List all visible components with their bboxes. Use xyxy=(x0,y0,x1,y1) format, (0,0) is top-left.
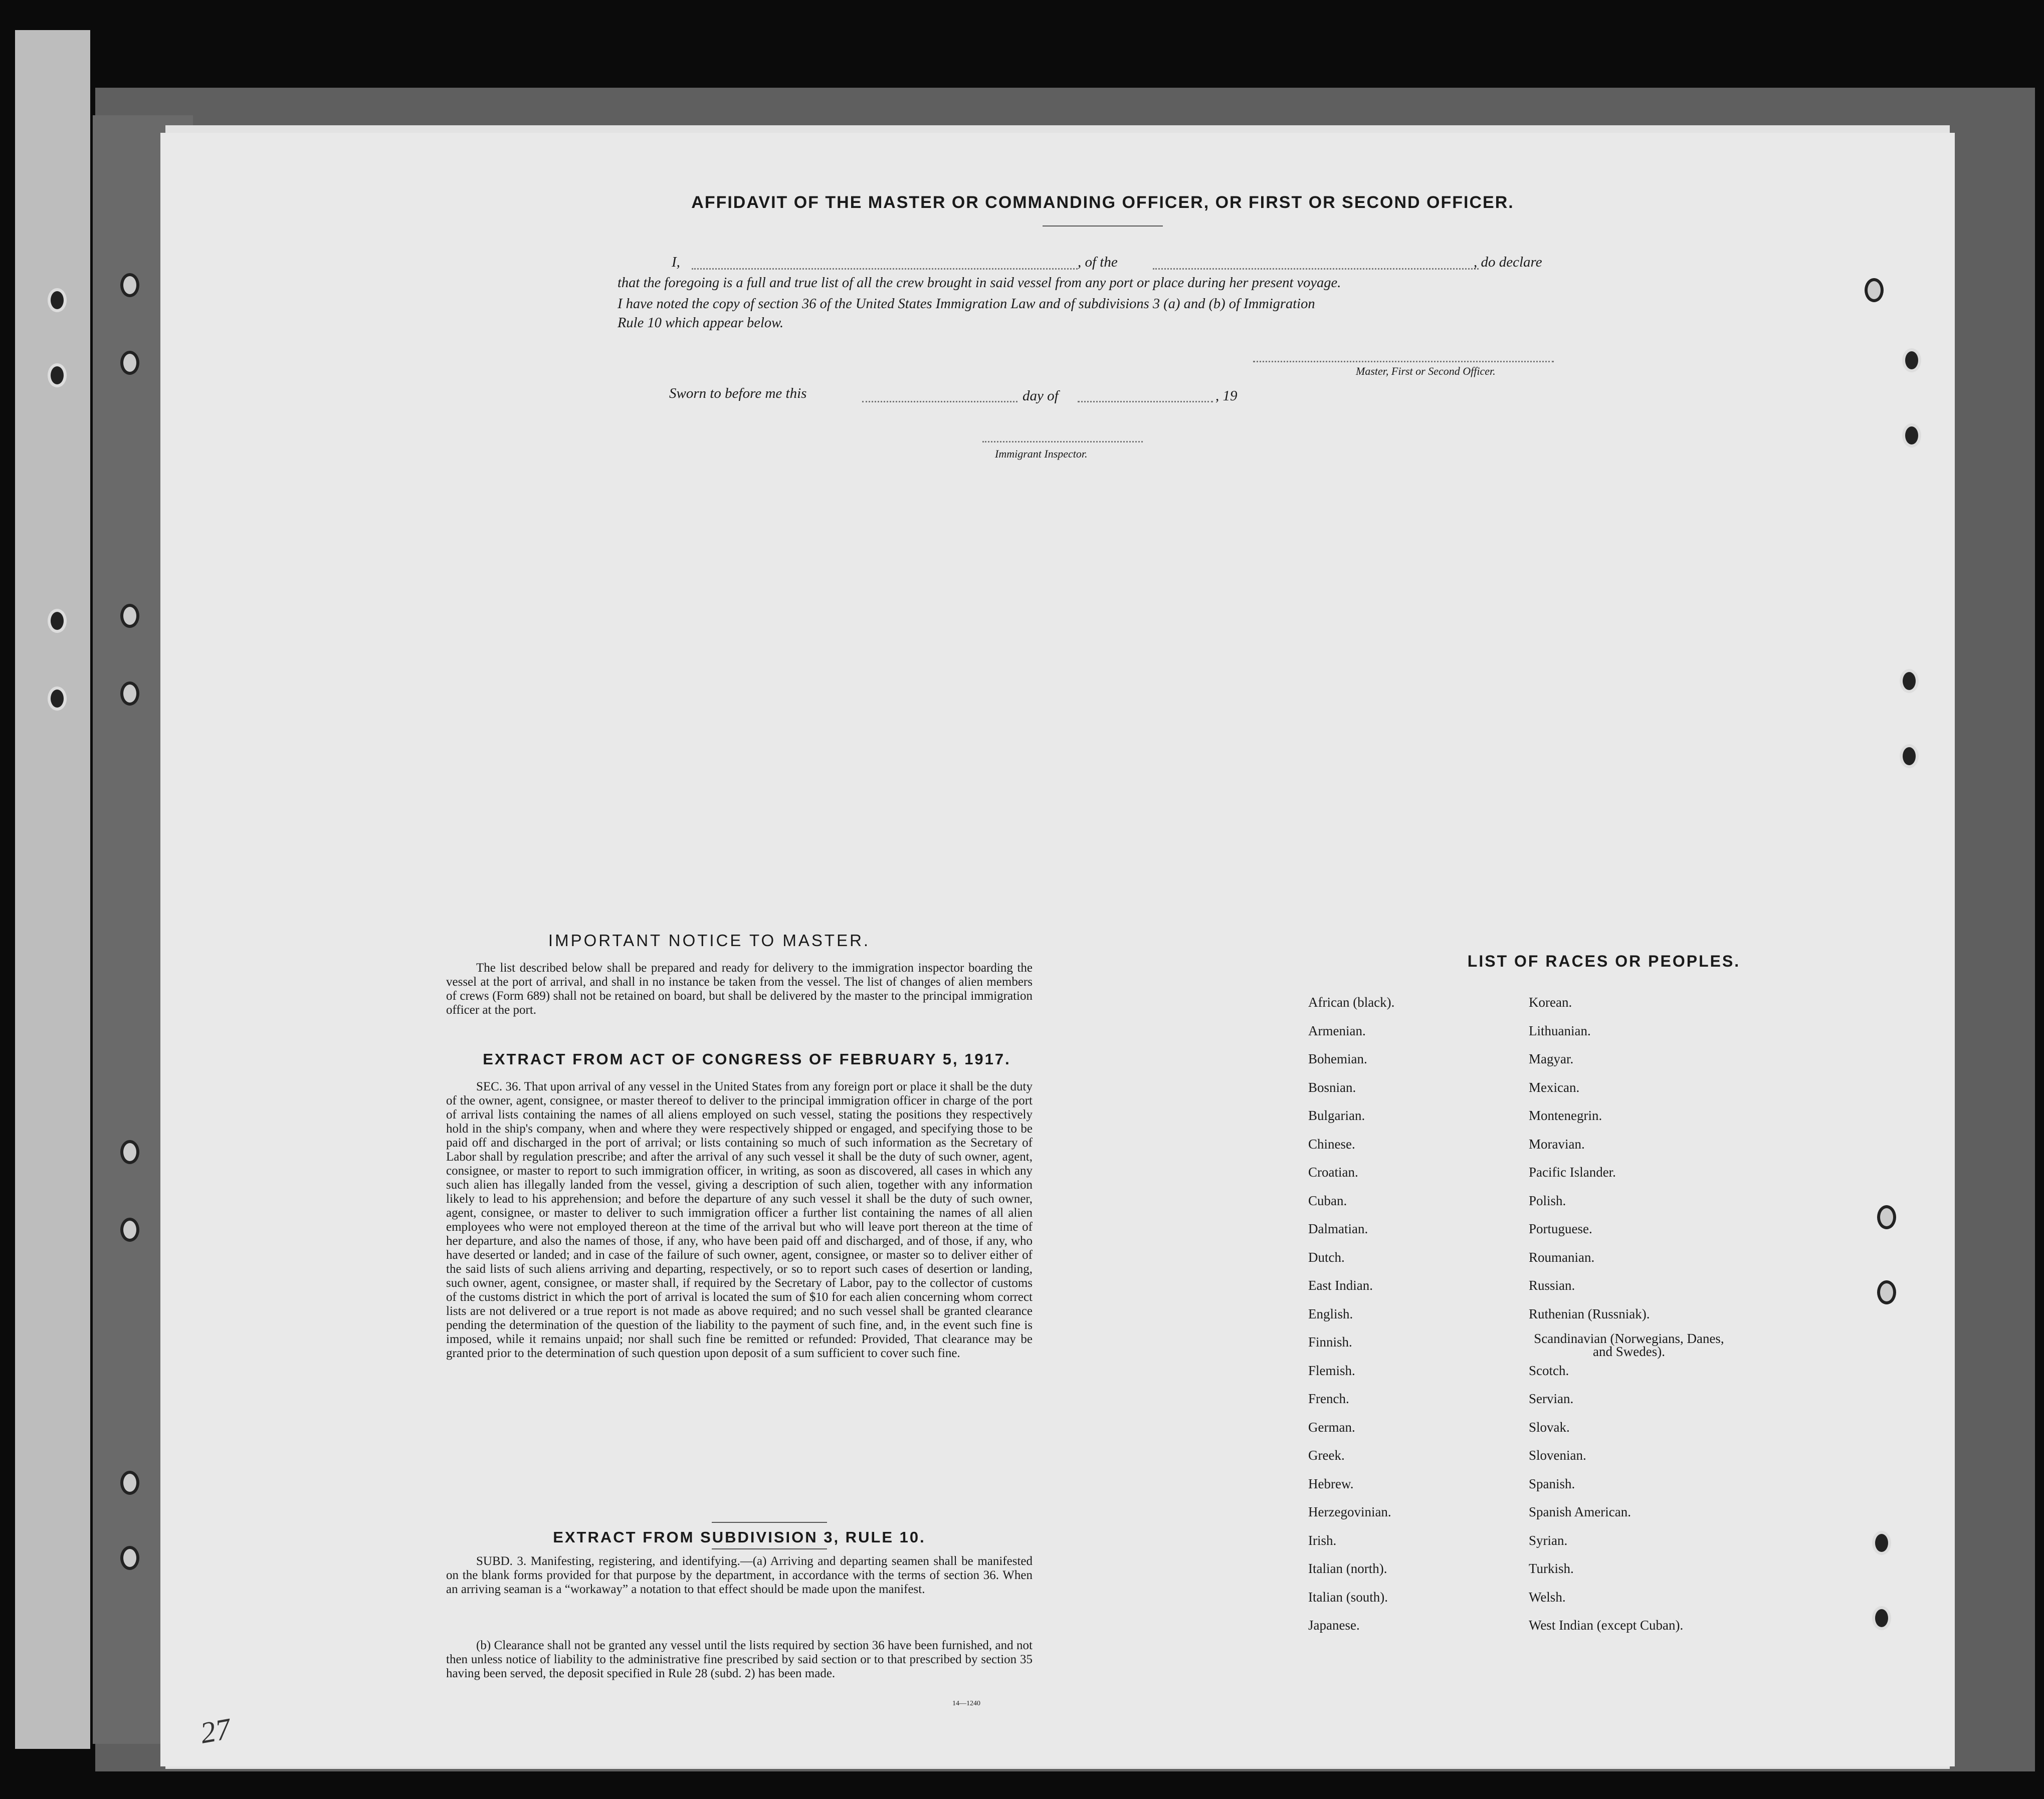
binder-hole-icon xyxy=(120,273,139,297)
race-item: Cuban. xyxy=(1308,1193,1347,1208)
race-item: Croatian. xyxy=(1308,1165,1358,1180)
race-item: Italian (north). xyxy=(1308,1561,1387,1576)
binder-hole-icon xyxy=(48,609,67,633)
vessel-blank-line xyxy=(1153,268,1479,270)
rule-extract-text-a xyxy=(446,1554,1033,1597)
race-item: Pacific Islander. xyxy=(1529,1165,1616,1180)
races-title: LIST OF RACES OR PEOPLES. xyxy=(1467,952,1741,970)
race-item: Polish. xyxy=(1529,1193,1566,1208)
affidavit-line-4: Rule 10 which appear below. xyxy=(618,315,784,331)
race-item: Greek. xyxy=(1308,1448,1345,1463)
binder-hole-icon xyxy=(120,1140,139,1164)
race-item: Spanish American. xyxy=(1529,1504,1631,1519)
race-item: Slovak. xyxy=(1529,1419,1570,1435)
binder-hole-icon xyxy=(1877,1205,1896,1229)
race-item: Finnish. xyxy=(1308,1334,1352,1350)
race-item: African (black). xyxy=(1308,995,1395,1010)
binder-hole-icon xyxy=(120,604,139,628)
race-item: Welsh. xyxy=(1529,1589,1566,1605)
race-item: Scotch. xyxy=(1529,1363,1569,1378)
race-item: Italian (south). xyxy=(1308,1589,1388,1605)
sworn-text: Sworn to before me this xyxy=(669,385,807,401)
act-divider xyxy=(712,1522,827,1523)
race-item: Japanese. xyxy=(1308,1618,1360,1633)
binder-hole-icon xyxy=(120,1471,139,1495)
race-item: Flemish. xyxy=(1308,1363,1355,1378)
races-column-2 xyxy=(1529,992,1739,1644)
race-item: Chinese. xyxy=(1308,1136,1355,1152)
signature-caption: Master, First or Second Officer. xyxy=(1356,365,1496,377)
race-item: Turkish. xyxy=(1529,1561,1574,1576)
race-item: Roumanian. xyxy=(1529,1249,1595,1265)
year-text: , 19 xyxy=(1215,388,1238,404)
race-item: Herzegovinian. xyxy=(1308,1504,1391,1519)
affidavit-i: I, xyxy=(672,254,680,270)
race-item: Lithuanian. xyxy=(1529,1023,1591,1038)
race-item: Servian. xyxy=(1529,1391,1574,1406)
affidavit-title: AFFIDAVIT OF THE MASTER OR COMMANDING OFFICER, OR FIRST OR SECOND OFFICER. xyxy=(691,193,1514,212)
race-item: Spanish. xyxy=(1529,1476,1575,1491)
race-item: West Indian (except Cuban). xyxy=(1529,1618,1684,1633)
race-item: Ruthenian (Russniak). xyxy=(1529,1306,1650,1321)
binder-hole-icon xyxy=(48,288,67,312)
rule-a-body: SUBD. 3. Manifesting, registering, and identifying.—(a) Arriving and departing seamen shall be manifested on the blank forms provided for that purpose by the department, in accordance with the terms of section 36. When an arriving seaman is a “workaway” a notation to that effect should be made upon the manifest. xyxy=(446,1554,1033,1596)
race-item: East Indian. xyxy=(1308,1278,1373,1293)
race-item: German. xyxy=(1308,1419,1355,1435)
race-item: Magyar. xyxy=(1529,1051,1574,1066)
race-item: Bosnian. xyxy=(1308,1079,1356,1095)
binder-hole-icon xyxy=(1902,348,1921,372)
notice-text xyxy=(446,961,1033,1017)
binder-hole-icon xyxy=(120,682,139,706)
binder-hole-icon xyxy=(120,351,139,375)
binder-hole-icon xyxy=(1900,669,1919,693)
binder-hole-icon xyxy=(1902,423,1921,447)
name-blank-line xyxy=(692,268,1078,270)
sworn-day-blank xyxy=(862,401,1017,402)
notice-text-body: The list described below shall be prepared and ready for delivery to the immigration inspector boarding the vessel at the port of arrival, and shall in no instance be taken from the vessel. The list of changes of alien members of crews (Form 689) shall not be retained on board, but shall be delivered by the master to the principal immigration officer at the port. xyxy=(446,961,1033,1017)
race-item: English. xyxy=(1308,1306,1353,1321)
binder-hole-icon xyxy=(48,363,67,387)
inspector-signature-line xyxy=(982,441,1143,442)
race-item: Armenian. xyxy=(1308,1023,1366,1038)
rule-extract-title: EXTRACT FROM SUBDIVISION 3, RULE 10. xyxy=(553,1528,926,1546)
act-extract-body: SEC. 36. That upon arrival of any vessel in the United States from any foreign port or place it shall be the duty of the owner, agent, consignee, or master thereof to deliver to the principal immigration officer in charge of the port of arrival lists containing the names of all aliens employed on such vessel, stating the positions they respectively hold in the ship's company, when and where they were respectively shipped or engaged, and specifying those to be paid off and discharged in the port of arrival; or lists containing so much of such information as the Secretary of Labor shall by regulation prescribe; and after the arrival of any such vessel it shall be the duty of such owner, agent, consignee, or master to report to such immigration officer, in writing, as soon as discovered, all cases in which any such alien has illegally landed from the vessel, giving a description of such alien, together with any information likely to lead to his apprehension; and before the departure of any such vessel it shall be the duty of such owner, agent, consignee, or master to deliver to such immigration officer a further list containing the names of all alien employees who were not employed thereon at the time of the arrival but who will leave port thereon at the time of her departure, and also the names of those, if any, who have been paid off and discharged, and of those, if any, who have deserted or landed; and in case of the failure of such owner, agent, consignee, or master so to deliver either of the said lists of such aliens arriving and departing, respectively, or so to report such cases of desertion or landing, such owner, agent, consignee, or master shall, if required by the Secretary of Labor, pay to the collector of customs of the customs district in which the port of arrival is located the sum of $10 for each alien concerning whom correct lists are not delivered or a true report is not made as above required; and no such vessel shall be granted clearance pending the determination of the question of the liability to the payment of such fine, and, in the event such fine is imposed, while it remains unpaid; nor shall such fine be remitted or refunded: Provided, That clearance may be granted prior to the determination of such question upon deposit of a sum sufficient to cover such fine. xyxy=(446,1080,1033,1360)
race-item: Montenegrin. xyxy=(1529,1108,1602,1123)
affidavit-line-3: I have noted the copy of section 36 of the United States Immigration Law and of subdivisions 3 (a) and (b) of Immigration xyxy=(618,296,1315,312)
binder-hole-icon xyxy=(1872,1606,1891,1630)
rule-extract-text-b xyxy=(446,1639,1033,1681)
race-item: Bulgarian. xyxy=(1308,1108,1365,1123)
rule-b-body: (b) Clearance shall not be granted any vessel until the lists required by section 36 have been furnished, and not then unless notice of liability to the administrative fine prescribed by said section or to that prescribed by section 35 having been served, the deposit specified in Rule 28 (subd. 2) has been made. xyxy=(446,1639,1033,1680)
binder-hole-icon xyxy=(1900,744,1919,768)
title-divider xyxy=(1043,226,1163,227)
binder-hole-icon xyxy=(1877,1280,1896,1304)
act-extract-title: EXTRACT FROM ACT OF CONGRESS OF FEBRUARY 5, 1917. xyxy=(483,1050,1011,1068)
binder-hole-icon xyxy=(1865,278,1884,302)
affidavit-line-2: that the foregoing is a full and true list of all the crew brought in said vessel from any port or place during her present voyage. xyxy=(618,275,1341,291)
affidavit-do-declare: , do declare xyxy=(1474,254,1542,270)
binder-hole-icon xyxy=(1872,1531,1891,1555)
race-item: Dalmatian. xyxy=(1308,1221,1368,1236)
act-extract-text xyxy=(446,1080,1033,1361)
race-item: Korean. xyxy=(1529,995,1572,1010)
binder-hole-icon xyxy=(120,1546,139,1570)
race-item: Scandinavian (Norwegians, Danes, and Swedes). xyxy=(1534,1331,1724,1359)
binder-hole-icon xyxy=(120,1218,139,1242)
race-item: Irish. xyxy=(1308,1532,1337,1548)
handwritten-margin-note: 27 xyxy=(197,1712,234,1750)
day-of-text: day of xyxy=(1023,388,1059,404)
binder-hole-icon xyxy=(48,687,67,711)
affidavit-of-the: , of the xyxy=(1078,254,1118,270)
rule-divider xyxy=(712,1548,827,1549)
race-item: Mexican. xyxy=(1529,1079,1580,1095)
notice-title: IMPORTANT NOTICE TO MASTER. xyxy=(548,931,871,950)
race-item: Russian. xyxy=(1529,1278,1575,1293)
inspector-caption: Immigrant Inspector. xyxy=(995,447,1088,460)
race-item: Portuguese. xyxy=(1529,1221,1592,1236)
race-item: French. xyxy=(1308,1391,1349,1406)
race-item: Bohemian. xyxy=(1308,1051,1367,1066)
race-item: Hebrew. xyxy=(1308,1476,1354,1491)
left-page-edge xyxy=(15,30,90,1749)
race-item: Slovenian. xyxy=(1529,1448,1586,1463)
races-column-1 xyxy=(1308,992,1519,1644)
race-item: Moravian. xyxy=(1529,1136,1585,1152)
race-item: Syrian. xyxy=(1529,1532,1568,1548)
sworn-month-blank xyxy=(1078,401,1213,402)
signature-blank-line xyxy=(1253,361,1554,362)
form-code: 14—1240 xyxy=(952,1700,980,1707)
race-item: Dutch. xyxy=(1308,1249,1345,1265)
